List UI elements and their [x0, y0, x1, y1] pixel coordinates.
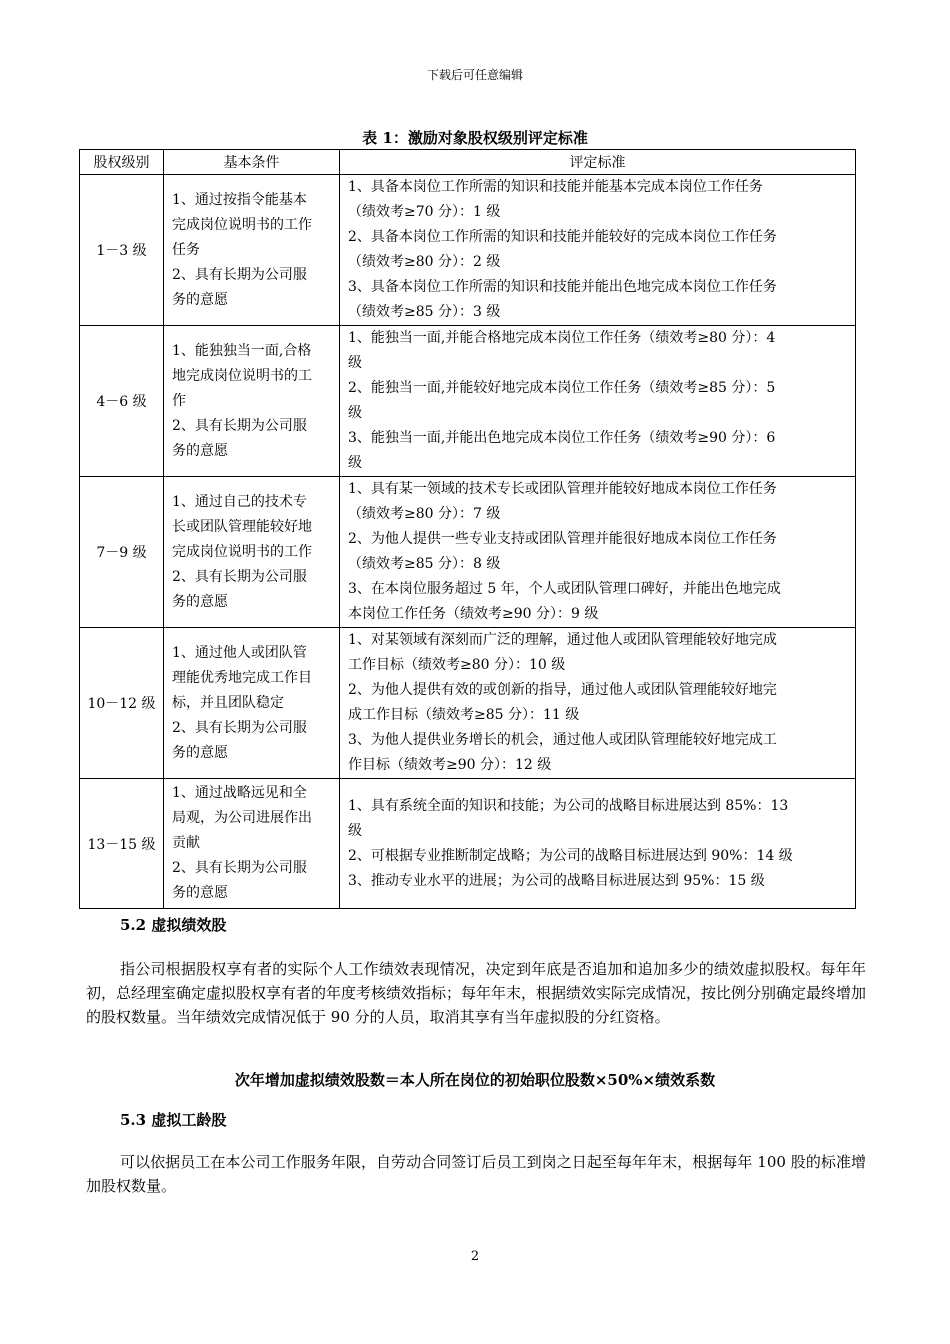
criteria-line: 1、能独当一面,并能合格地完成本岗位工作任务（绩效考≥80 分）：4: [348, 330, 776, 346]
conditions-cell: [164, 326, 340, 477]
criteria-line: 1、具有某一领域的技术专长或团队管理并能较好地成本岗位工作任务: [348, 481, 777, 497]
level-cell: 1－3 级: [80, 175, 164, 326]
criteria-line: 2、具备本岗位工作所需的知识和技能并能较好的完成本岗位工作任务: [348, 229, 777, 245]
criteria-line: 3、具备本岗位工作所需的知识和技能并能出色地完成本岗位工作任务: [348, 279, 777, 295]
criteria-line: 2、为他人提供一些专业支持或团队管理并能很好地成本岗位工作任务: [348, 531, 777, 547]
condition-line: 务的意愿: [172, 885, 228, 901]
criteria-line: （绩效考≥70 分）：1 级: [348, 204, 501, 220]
criteria-line: 3、推动专业水平的进展；为公司的战略目标进展达到 95%：15 级: [348, 872, 765, 889]
criteria-cell: [340, 779, 856, 909]
condition-line: 长或团队管理能较好地: [172, 518, 312, 535]
performance-share-formula: 次年增加虚拟绩效股数＝本人所在岗位的初始职位股数×50%×绩效系数: [234, 1071, 716, 1089]
condition-line: 完成岗位说明书的工作: [172, 543, 312, 560]
criteria-line: 级: [348, 405, 362, 421]
header-level: 股权级别: [80, 150, 164, 175]
criteria-line: 成工作目标（绩效考≥85 分）：11 级: [348, 707, 580, 723]
header-conditions: 基本条件: [164, 150, 340, 175]
condition-line: 完成岗位说明书的工作: [172, 216, 312, 233]
criteria-line: （绩效考≥80 分）：7 级: [348, 506, 501, 522]
criteria-line: 2、能独当一面,并能较好地完成本岗位工作任务（绩效考≥85 分）：5: [348, 380, 776, 396]
condition-line: 务的意愿: [172, 291, 228, 308]
section-title-5-2: 5.2 虚拟绩效股: [120, 916, 227, 934]
criteria-line: 3、能独当一面,并能出色地完成本岗位工作任务（绩效考≥90 分）：6: [348, 430, 776, 446]
condition-line: 1、能独独当一面,合格: [172, 342, 312, 359]
criteria-line: 1、具备本岗位工作所需的知识和技能并能基本完成本岗位工作任务: [348, 179, 763, 195]
criteria-line: 1、具有系统全面的知识和技能；为公司的战略目标进展达到 85%：13: [348, 797, 789, 814]
condition-line: 1、通过他人或团队管: [172, 644, 307, 661]
conditions-cell: [164, 477, 340, 628]
header-criteria: 评定标准: [340, 150, 856, 175]
table-row: [80, 779, 856, 909]
condition-line: 务的意愿: [172, 744, 228, 761]
condition-line: 任务: [172, 241, 200, 258]
page-number: 2: [470, 1249, 480, 1264]
criteria-line: 级: [348, 355, 362, 371]
condition-line: 2、具有长期为公司服: [172, 568, 307, 585]
criteria-line: 级: [348, 455, 362, 471]
table-row: [80, 477, 856, 628]
criteria-line: （绩效考≥85 分）：3 级: [348, 304, 501, 320]
section-title-5-3: 5.3 虚拟工龄股: [120, 1111, 227, 1129]
condition-line: 1、通过战略远见和全: [172, 785, 307, 801]
criteria-line: 本岗位工作任务（绩效考≥90 分）：9 级: [348, 606, 599, 622]
criteria-line: 3、为他人提供业务增长的机会，通过他人或团队管理能较好地完成工: [348, 732, 777, 748]
conditions-cell: [164, 628, 340, 779]
conditions-cell: [164, 175, 340, 326]
criteria-line: 1、对某领域有深刻而广泛的理解，通过他人或团队管理能较好地完成: [348, 632, 777, 648]
condition-line: 2、具有长期为公司服: [172, 719, 307, 736]
condition-line: 2、具有长期为公司服: [172, 417, 307, 434]
criteria-line: （绩效考≥80 分）：2 级: [348, 254, 501, 270]
condition-line: 1、通过自己的技术专: [172, 493, 307, 510]
condition-line: 作: [172, 392, 186, 409]
criteria-cell: [340, 326, 856, 477]
table-caption: 表 1：激励对象股权级别评定标准: [362, 129, 588, 147]
level-cell: 7－9 级: [80, 477, 164, 628]
level-cell: 10－12 级: [80, 628, 164, 779]
criteria-line: （绩效考≥85 分）：8 级: [348, 556, 501, 572]
section-5-3-body: 可以依据员工在本公司工作服务年限，自劳动合同签订后员工到岗之日起至每年年末，根据每年 100 股的标准增加股权数量。: [86, 1153, 866, 1195]
equity-grade-table: [79, 149, 856, 909]
section-5-2-body: 指公司根据股权享有者的实际个人工作绩效表现情况，决定到年底是否追加和追加多少的绩效虚拟股权。每年年初，总经理室确定虚拟股权享有者的年度考核绩效指标；每年年末，根据绩效实际完成情况，按比例分别确定最终增加的股权数量。当年绩效完成情况低于 90 分的人员，取消其享有当年虚拟股的分红资格。: [86, 960, 867, 1026]
condition-line: 理能优秀地完成工作目: [172, 669, 312, 686]
condition-line: 贡献: [172, 835, 200, 851]
criteria-line: 2、可根据专业推断制定战略；为公司的战略目标进展达到 90%：14 级: [348, 847, 793, 864]
conditions-cell: [164, 779, 340, 909]
condition-line: 1、通过按指令能基本: [172, 191, 307, 208]
condition-line: 局观，为公司进展作出: [172, 810, 312, 826]
criteria-cell: [340, 477, 856, 628]
criteria-line: 作目标（绩效考≥90 分）：12 级: [348, 757, 552, 773]
condition-line: 务的意愿: [172, 593, 228, 610]
condition-line: 标，并且团队稳定: [172, 694, 284, 711]
criteria-line: 2、为他人提供有效的或创新的指导，通过他人或团队管理能较好地完: [348, 682, 777, 698]
page-header: 下载后可任意编辑: [426, 68, 523, 82]
criteria-cell: [340, 628, 856, 779]
level-cell: 13－15 级: [80, 779, 164, 909]
condition-line: 务的意愿: [172, 442, 228, 459]
table-header-row: [80, 150, 856, 175]
condition-line: 2、具有长期为公司服: [172, 266, 307, 283]
criteria-line: 级: [348, 822, 362, 839]
condition-line: 2、具有长期为公司服: [172, 860, 307, 876]
criteria-cell: [340, 175, 856, 326]
table-row: [80, 175, 856, 326]
criteria-line: 工作目标（绩效考≥80 分）：10 级: [348, 657, 566, 673]
criteria-line: 3、在本岗位服务超过 5 年，个人或团队管理口碑好，并能出色地完成: [348, 581, 781, 597]
condition-line: 地完成岗位说明书的工: [172, 367, 312, 384]
table-row: [80, 326, 856, 477]
table-row: [80, 628, 856, 779]
level-cell: 4－6 级: [80, 326, 164, 477]
